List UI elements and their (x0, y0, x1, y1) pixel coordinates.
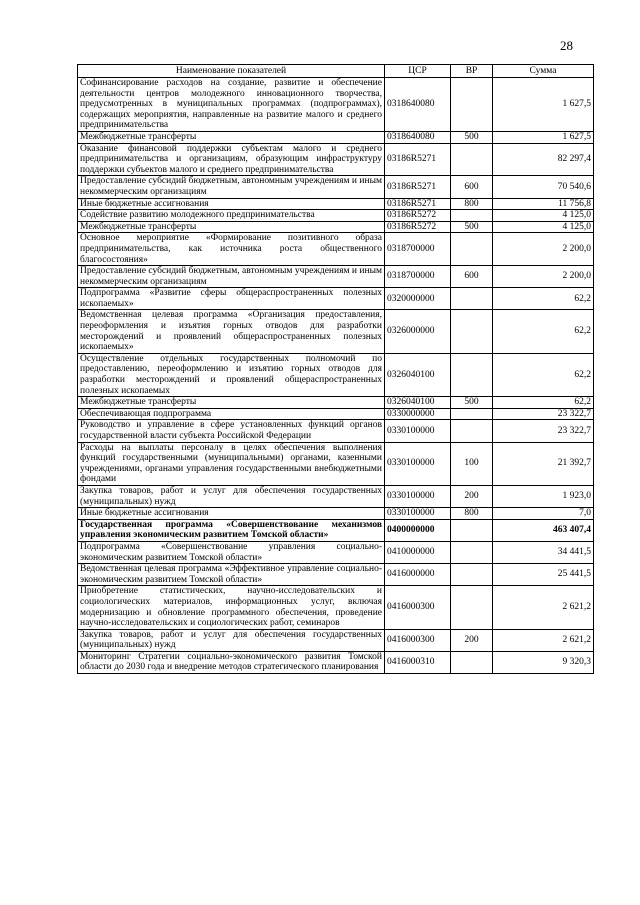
row-sum: 62,2 (493, 310, 594, 353)
row-name: Осуществление отдельных государственных полномочий по предоставлению, переоформлению и изъятию горных отводов для разработки месторождений и проявлений общераспространенных полезных ископаемых (78, 353, 385, 396)
row-vr: 800 (451, 508, 493, 520)
row-vr (451, 288, 493, 310)
row-name: Закупка товаров, работ и услуг для обеспечения государственных (муниципальных) нужд (78, 629, 385, 651)
row-name: Закупка товаров, работ и услуг для обеспечения государственных (муниципальных) нужд (78, 485, 385, 507)
row-name: Подпрограмма «Совершенствование управления социально-экономическим развитием Томской области» (78, 541, 385, 563)
row-sum: 21 392,7 (493, 442, 594, 485)
row-vr (451, 541, 493, 563)
row-vr (451, 408, 493, 420)
row-name: Приобретение статистических, научно-исследовательских и социологических материалов, информационных услуг, включая модернизацию и обновление программного обеспечения, проведение научно-исследовательских и социологических работ, семинаров (78, 586, 385, 629)
row-vr (451, 420, 493, 442)
row-vr (451, 78, 493, 132)
row-sum: 2 621,2 (493, 586, 594, 629)
row-vr (451, 210, 493, 222)
row-csr: 0330000000 (385, 408, 451, 420)
row-sum: 23 322,7 (493, 420, 594, 442)
row-sum: 62,2 (493, 397, 594, 409)
row-csr: 0330100000 (385, 442, 451, 485)
row-vr: 600 (451, 266, 493, 288)
row-name: Ведомственная целевая программа «Эффективное управление социально-экономическим развитием Томской области» (78, 564, 385, 586)
row-name: Межбюджетные трансферты (78, 221, 385, 233)
row-vr (451, 143, 493, 176)
row-csr: 0318640080 (385, 78, 451, 132)
table-row (78, 221, 594, 233)
row-csr: 0326000000 (385, 310, 451, 353)
row-vr: 500 (451, 131, 493, 143)
table-row (78, 442, 594, 485)
row-csr: 03186R5272 (385, 221, 451, 233)
table-row (78, 210, 594, 222)
row-csr: 0318700000 (385, 233, 451, 266)
row-name: Руководство и управление в сфере установленных функций органов государственной власти субъекта Российской Федерации (78, 420, 385, 442)
row-csr: 0400000000 (385, 519, 451, 541)
table-row (78, 143, 594, 176)
row-sum: 23 322,7 (493, 408, 594, 420)
table-row (78, 233, 594, 266)
table-row (78, 420, 594, 442)
budget-table (77, 64, 594, 674)
row-sum: 62,2 (493, 288, 594, 310)
row-vr (451, 564, 493, 586)
row-csr: 0326040100 (385, 397, 451, 409)
row-sum: 82 297,4 (493, 143, 594, 176)
table-row (78, 485, 594, 507)
table-row (78, 408, 594, 420)
row-vr (451, 233, 493, 266)
row-csr: 03186R5271 (385, 198, 451, 210)
row-name: Иные бюджетные ассигнования (78, 198, 385, 210)
table-row (78, 519, 594, 541)
header-vr: ВР (451, 65, 493, 78)
table-row (78, 397, 594, 409)
row-vr: 800 (451, 198, 493, 210)
row-sum: 2 621,2 (493, 629, 594, 651)
row-name: Ведомственная целевая программа «Организация предоставления, переоформления и изъятия горных отводов для разработки месторождений и проявлений общераспространенных полезных ископаемых» (78, 310, 385, 353)
row-sum: 11 756,8 (493, 198, 594, 210)
row-csr: 03186R5271 (385, 143, 451, 176)
row-csr: 0330100000 (385, 485, 451, 507)
row-name: Содействие развитию молодежного предпринимательства (78, 210, 385, 222)
row-name: Иные бюджетные ассигнования (78, 508, 385, 520)
row-vr (451, 586, 493, 629)
row-sum: 25 441,5 (493, 564, 594, 586)
table-row (78, 564, 594, 586)
header-name: Наименование показателей (78, 65, 385, 78)
row-csr: 03186R5271 (385, 176, 451, 198)
table-row (78, 176, 594, 198)
row-sum: 4 125,0 (493, 221, 594, 233)
header-csr: ЦСР (385, 65, 451, 78)
row-csr: 0416000300 (385, 586, 451, 629)
row-csr: 0410000000 (385, 541, 451, 563)
row-name: Межбюджетные трансферты (78, 131, 385, 143)
row-name: Межбюджетные трансферты (78, 397, 385, 409)
row-sum: 1 627,5 (493, 131, 594, 143)
row-csr: 0416000000 (385, 564, 451, 586)
row-csr: 0318700000 (385, 266, 451, 288)
row-vr: 500 (451, 397, 493, 409)
row-name: Софинансирование расходов на создание, развитие и обеспечение деятельности центров молодежного инновационного творчества, предусмотренных в муниципальных программах (подпрограммах), содержащих мероприятия, направленные на развитие малого и среднего предпринимательства (78, 78, 385, 132)
row-csr: 03186R5272 (385, 210, 451, 222)
table-row (78, 310, 594, 353)
table-row (78, 353, 594, 396)
row-vr (451, 310, 493, 353)
page-number: 28 (560, 38, 573, 53)
row-csr: 0330100000 (385, 508, 451, 520)
row-vr: 200 (451, 485, 493, 507)
row-csr: 0320000000 (385, 288, 451, 310)
row-sum: 4 125,0 (493, 210, 594, 222)
table-row (78, 131, 594, 143)
row-name: Предоставление субсидий бюджетным, автономным учреждениям и иным некоммерческим организациям (78, 266, 385, 288)
row-sum: 34 441,5 (493, 541, 594, 563)
table-row (78, 198, 594, 210)
row-sum: 7,0 (493, 508, 594, 520)
row-name: Государственная программа «Совершенствование механизмов управления экономическим развитием Томской области» (78, 519, 385, 541)
row-csr: 0318640080 (385, 131, 451, 143)
row-vr: 600 (451, 176, 493, 198)
table-header-row (78, 65, 594, 78)
row-name: Мониторинг Стратегии социально-экономического развития Томской области до 2030 года и внедрение методов стратегического планирования (78, 651, 385, 673)
row-vr (451, 353, 493, 396)
row-csr: 0416000300 (385, 629, 451, 651)
row-vr: 200 (451, 629, 493, 651)
row-sum: 2 200,0 (493, 233, 594, 266)
row-name: Подпрограмма «Развитие сферы общераспространенных полезных ископаемых» (78, 288, 385, 310)
table-row (78, 541, 594, 563)
header-sum: Сумма (493, 65, 594, 78)
row-sum: 1 627,5 (493, 78, 594, 132)
row-name: Оказание финансовой поддержки субъектам малого и среднего предпринимательства и организациям, образующим инфраструктуру поддержки субъектов малого и среднего предпринимательства (78, 143, 385, 176)
row-sum: 70 540,6 (493, 176, 594, 198)
table-row (78, 508, 594, 520)
row-vr: 100 (451, 442, 493, 485)
row-sum: 1 923,0 (493, 485, 594, 507)
table-row (78, 266, 594, 288)
row-vr (451, 651, 493, 673)
row-csr: 0416000310 (385, 651, 451, 673)
row-sum: 62,2 (493, 353, 594, 396)
table-body (78, 78, 594, 674)
table-row (78, 629, 594, 651)
table-row (78, 288, 594, 310)
row-csr: 0326040100 (385, 353, 451, 396)
row-name: Расходы на выплаты персоналу в целях обеспечения выполнения функций государственными (муниципальными) органами, казенными учреждениями, органами управления государственными внебюджетными фондами (78, 442, 385, 485)
row-name: Основное мероприятие «Формирование позитивного образа предпринимательства, как источника роста общественного благосостояния» (78, 233, 385, 266)
row-vr: 500 (451, 221, 493, 233)
row-vr (451, 519, 493, 541)
row-name: Обеспечивающая подпрограмма (78, 408, 385, 420)
row-csr: 0330100000 (385, 420, 451, 442)
table-row (78, 78, 594, 132)
row-sum: 463 407,4 (493, 519, 594, 541)
table-row (78, 586, 594, 629)
row-name: Предоставление субсидий бюджетным, автономным учреждениям и иным некоммерческим организациям (78, 176, 385, 198)
table-row (78, 651, 594, 673)
row-sum: 9 320,3 (493, 651, 594, 673)
row-sum: 2 200,0 (493, 266, 594, 288)
